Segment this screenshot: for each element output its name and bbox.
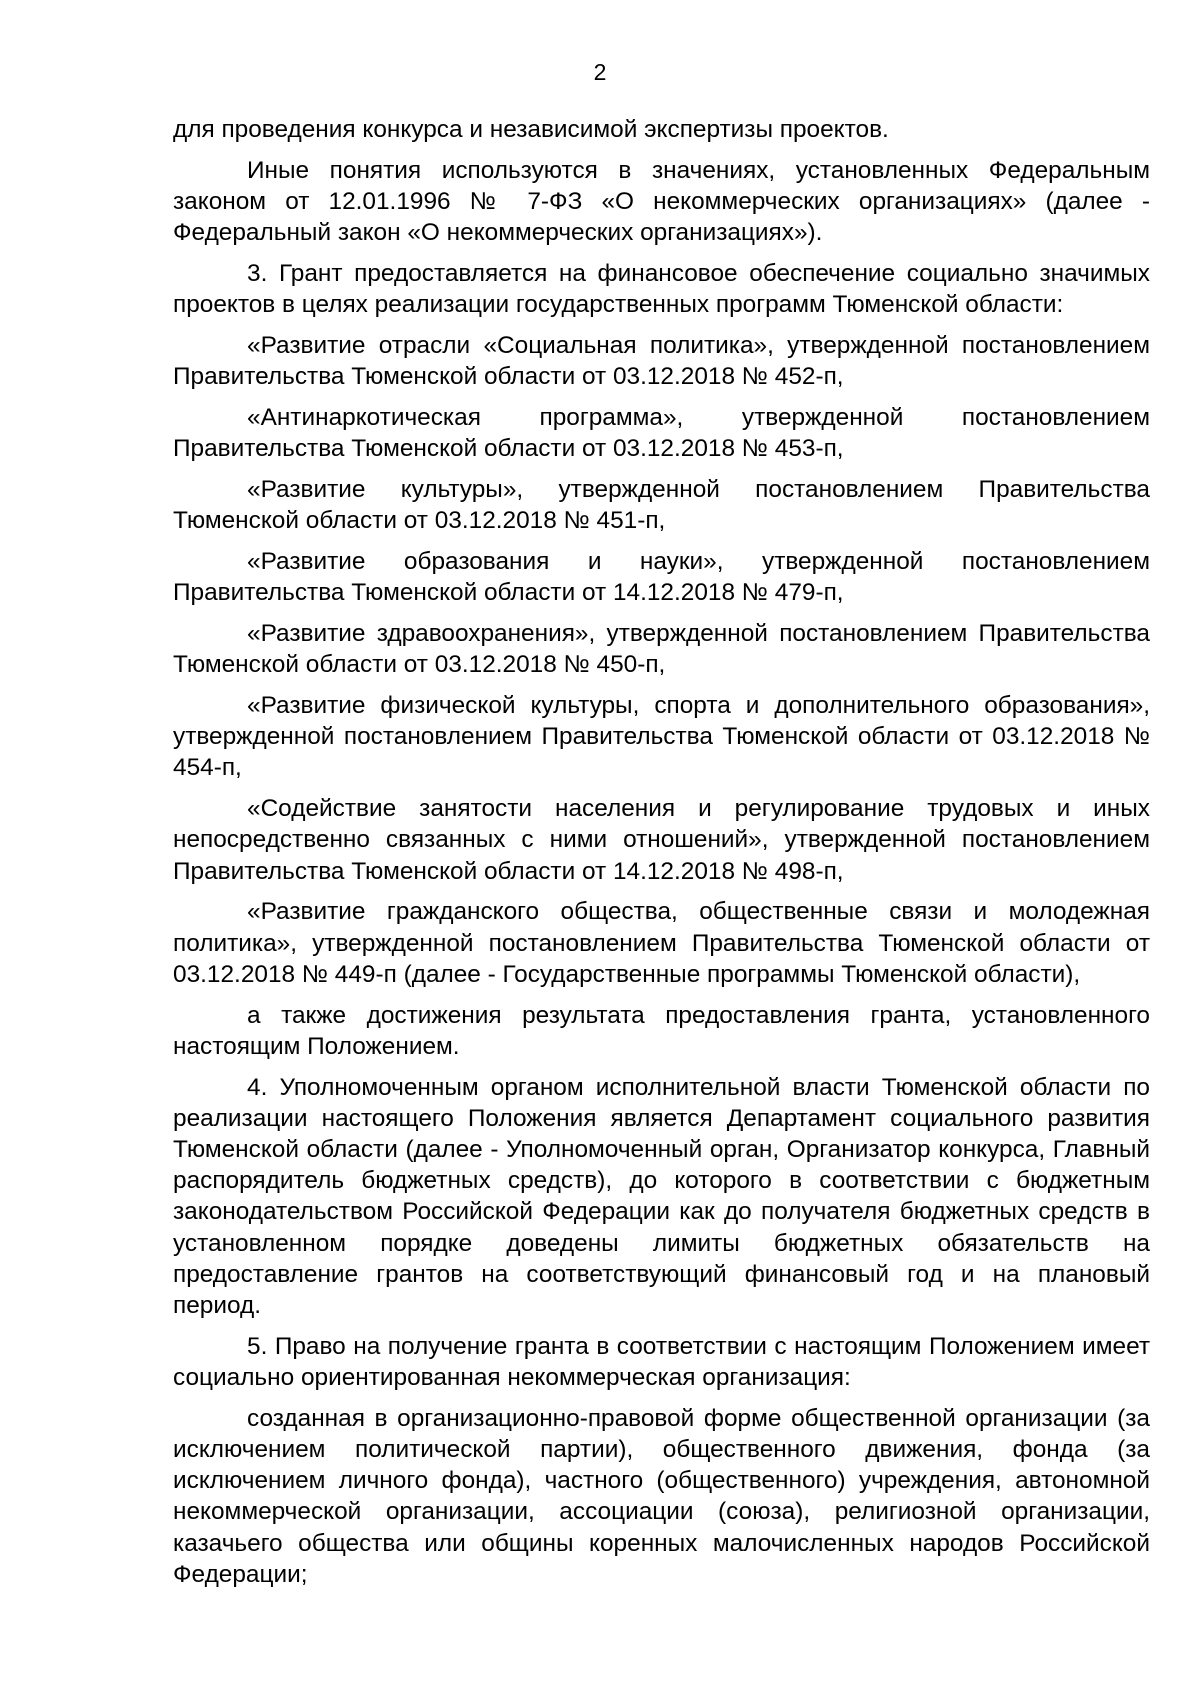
program-sport: «Развитие физической культуры, спорта и дополнительного образования», утвержденной постановлением Правительства Тюменской области от 03.12.2018 № 454-п, [173,692,1150,782]
paragraph-grant-result: а также достижения результата предоставления гранта, установленного настоящим Положением. [173,1001,1150,1060]
program-social-policy: «Развитие отрасли «Социальная политика», утвержденной постановлением Правительства Тюменской области от 03.12.2018 № 452-п, [173,332,1150,391]
paragraph-item-4: 4. Уполномоченным органом исполнительной власти Тюменской области по реализации настоящего Положения является Департамент социального развития Тюменской области (далее - Уполномоченный орган, Организатор конкурса, Главный распорядитель бюджетных средств), до которого в соответствии с бюджетным законодательством Российской Федерации как до получателя бюджетных средств в установленном порядке доведены лимиты бюджетных обязательств на предоставление грантов на соответствующий финансовый год и на плановый период. [173,1073,1150,1320]
paragraph-org-forms: созданная в организационно-правовой форме общественной организации (за исключением политической партии), общественного движения, фонда (за исключением личного фонда), частного (общественного) учреждения, автономной некоммерческой организации, ассоциации (союза), религиозной организации, казачьего общества или общины коренных малочисленных народов Российской Федерации; [173,1404,1150,1588]
paragraph-item-5: 5. Право на получение гранта в соответствии с настоящим Положением имеет социально ориентированная некоммерческая организация: [173,1332,1150,1392]
program-education-science: «Развитие образования и науки», утвержденной постановлением Правительства Тюменской области от 14.12.2018 № 479-п, [173,548,1150,607]
document-body [173,114,1150,1600]
program-civil-society: «Развитие гражданского общества, общественные связи и молодежная политика», утвержденной постановлением Правительства Тюменской области от 03.12.2018 № 449-п (далее - Государственные программы Тюменской области), [173,898,1150,988]
paragraph-definitions: Иные понятия используются в значениях, установленных Федеральным законом от 12.01.1996 № 7-ФЗ «О некоммерческих организациях» (далее - Федеральный закон «О некоммерческих организациях»). [173,156,1150,247]
program-culture: «Развитие культуры», утвержденной постановлением Правительства Тюменской области от 03.12.2018 № 451-п, [173,476,1150,535]
program-antidrug: «Антинаркотическая программа», утвержденной постановлением Правительства Тюменской области от 03.12.2018 № 453-п, [173,404,1150,463]
paragraph-continuation: для проведения конкурса и независимой экспертизы проектов. [173,116,889,143]
page-number: 2 [593,59,607,85]
program-employment: «Содействие занятости населения и регулирование трудовых и иных непосредственно связанных с ними отношений», утвержденной постановлением Правительства Тюменской области от 14.12.2018 № 498-п, [173,795,1150,885]
paragraph-item-3: 3. Грант предоставляется на финансовое обеспечение социально значимых проектов в целях реализации государственных программ Тюменской области: [173,260,1150,319]
program-healthcare: «Развитие здравоохранения», утвержденной постановлением Правительства Тюменской области от 03.12.2018 № 450-п, [173,620,1150,679]
